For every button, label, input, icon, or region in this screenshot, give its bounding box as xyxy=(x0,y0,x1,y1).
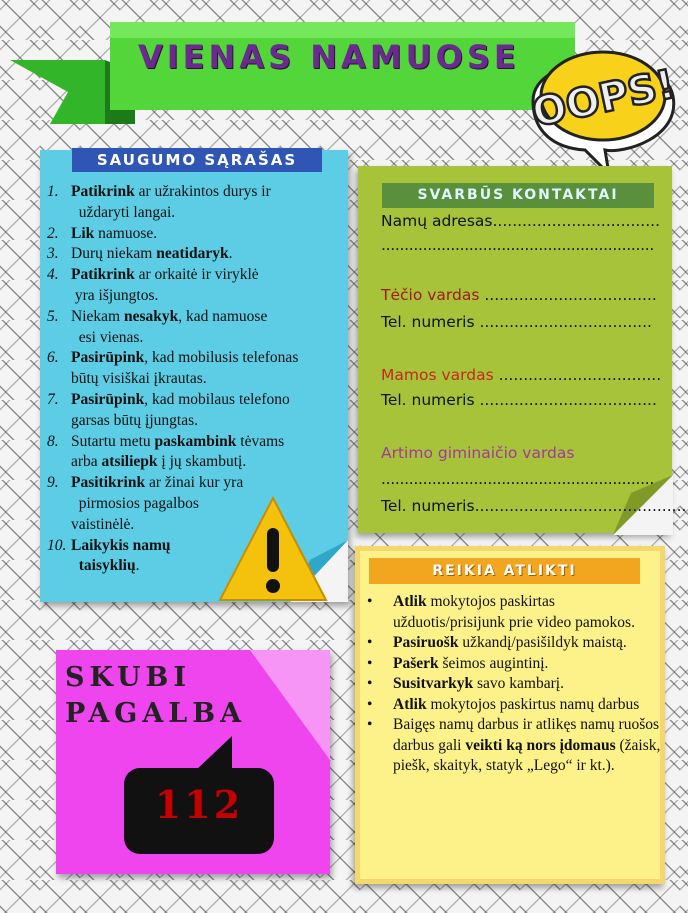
list-item: • Atlik mokytojos paskirtas užduotis/prisijunk prie video pamokos. xyxy=(367,593,635,631)
mother-name-field: Mamos vardas ................................. xyxy=(381,366,662,384)
father-name-field: Tėčio vardas ................................... xyxy=(381,286,657,304)
relative-phone-field: Tel. numeris........................................... xyxy=(381,497,687,515)
list-item: 4. Patikrink ar orkaitė ir viryklė yra išjungtos. xyxy=(47,266,259,304)
list-item: 10. Laikykis namų taisyklių. xyxy=(47,536,171,575)
warning-icon xyxy=(216,494,330,604)
address-line-2: ........................................................... xyxy=(381,236,654,254)
list-item: • Pasiruošk užkandį/pasišildyk maistą. xyxy=(367,634,627,651)
mother-phone-field: Tel. numeris .................................... xyxy=(381,391,657,409)
list-item: • Atlik mokytojos paskirtus namų darbus xyxy=(367,695,640,713)
todo-list xyxy=(365,592,661,777)
relative-name-line: ........................................................... xyxy=(381,470,654,488)
list-item: 6. Pasirūpink, kad mobilusis telefonas būtų visiškai įkrautas. xyxy=(47,349,299,388)
list-item: 5. Niekam nesakyk, kad namuose esi vienas. xyxy=(47,307,268,346)
page-title: VIENAS NAMUOSE xyxy=(138,38,520,76)
list-item: • Susitvarkyk savo kambarį. xyxy=(367,675,564,692)
address-field: Namų adresas.................................. xyxy=(381,212,661,230)
safety-heading: SAUGUMO SĄRAŠAS xyxy=(72,148,322,172)
emergency-title-line1: SKUBI xyxy=(65,662,191,693)
oops-sticker-icon xyxy=(513,26,683,176)
list-item: 7. Pasirūpink, kad mobilaus telefono garsas būtų įjungtas. xyxy=(47,390,290,429)
relative-name-field: Artimo giminaičio vardas xyxy=(381,444,575,462)
emergency-number: 112 xyxy=(154,782,244,827)
list-item: 8. Sutartu metu paskambink tėvams arba atsiliepk į jų skambutį. xyxy=(47,432,285,471)
list-item: • Baigęs namų darbus ir atlikęs namų ruošos darbus gali veikti ką nors įdomaus (žaisk, piešk, skaityk, statyk „Lego“ ir kt.). xyxy=(367,716,661,774)
list-item: 2. Lik namuose. xyxy=(47,224,158,242)
list-item: • Pašerk šeimos augintinį. xyxy=(367,654,549,672)
contacts-heading: SVARBŪS KONTAKTAI xyxy=(382,183,654,208)
list-item: 1. Patikrink ar užrakintos durys ir uždaryti langai. xyxy=(47,183,271,221)
emergency-title-line2: PAGALBA xyxy=(65,698,247,729)
list-item: 3. Durų niekam neatidaryk. xyxy=(47,245,233,263)
todo-heading: REIKIA ATLIKTI xyxy=(369,558,640,584)
father-phone-field: Tel. numeris ................................... xyxy=(381,313,652,331)
oops-text: OOPS! xyxy=(528,61,680,137)
list-item: 9. Pasitikrink ar žinai kur yra pirmosios pagalbos vaistinėlė. xyxy=(47,474,244,533)
